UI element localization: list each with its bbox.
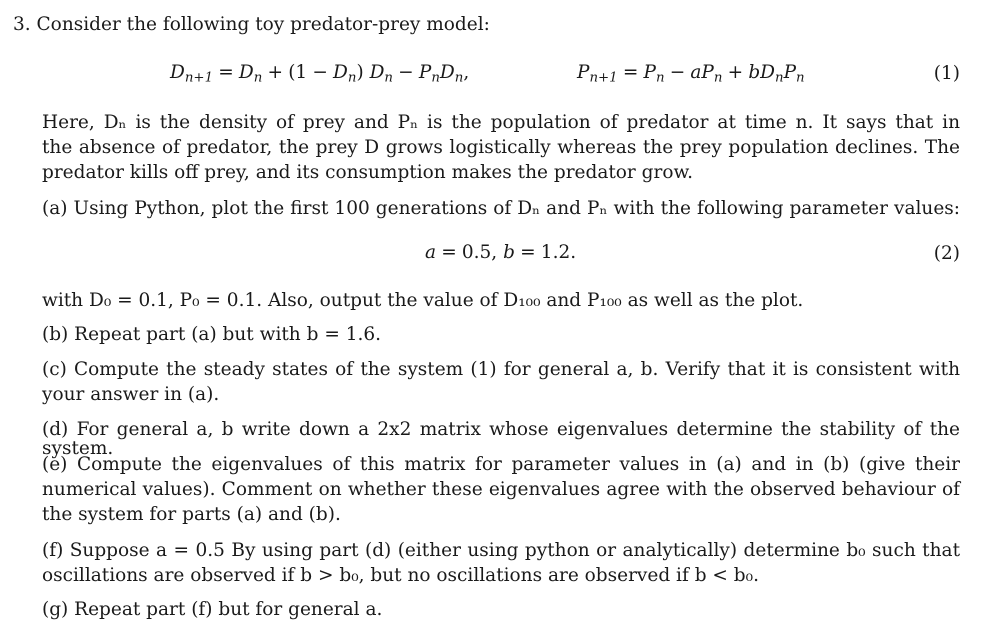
intro-line-1: Here, Dₙ is the density of prey and Pₙ is the population of predator at time n. It says that in [42, 112, 960, 133]
equation-2: a = 0.5, b = 1.2. [425, 242, 577, 263]
part-f-line-2: oscillations are observed if b > b₀, but no oscillations are observed if b < b₀. [42, 565, 759, 586]
part-e-line-1: (e) Compute the eigenvalues of this matrix for parameter values in (a) and in (b) (give their [42, 454, 960, 475]
part-e-line-2: numerical values). Comment on whether these eigenvalues agree with the observed behaviour of [42, 479, 960, 500]
part-b: (b) Repeat part (a) but with b = 1.6. [42, 324, 382, 345]
part-g: (g) Repeat part (f) but for general a. [42, 599, 383, 620]
part-e-line-3: the system for parts (a) and (b). [42, 504, 341, 525]
part-f-line-1: (f) Suppose a = 0.5 By using part (d) (either using python or analytically) determine b₀ such that [42, 540, 960, 561]
part-a-line-2: with D₀ = 0.1, P₀ = 0.1. Also, output the value of D₁₀₀ and P₁₀₀ as well as the plot. [42, 290, 804, 311]
part-d: (d) For general a, b write down a 2x2 matrix whose eigenvalues determine the stability of the system. [42, 419, 960, 459]
intro-line-2: the absence of predator, the prey D grows logistically whereas the prey population declines. The [42, 137, 960, 158]
equation-2-label: (2) [933, 243, 960, 264]
part-c-line-1: (c) Compute the steady states of the system (1) for general a, b. Verify that it is consistent with [42, 359, 960, 380]
equation-1: $D_{n+1} = D_n + (1 - D_n) D_n - P_nD_n$, [170, 62, 470, 86]
problem-title: 3. Consider the following toy predator-prey model: [13, 14, 490, 35]
intro-line-3: predator kills off prey, and its consumption makes the predator grow. [42, 162, 694, 183]
equation-1-predator: $P_{n+1} = P_n - aP_n + bD_nP_n$ [577, 62, 805, 86]
part-a-line-1: (a) Using Python, plot the first 100 generations of Dₙ and Pₙ with the following parameter values: [42, 198, 960, 219]
part-c-line-2: your answer in (a). [42, 384, 220, 405]
equation-1-label: (1) [933, 63, 960, 84]
